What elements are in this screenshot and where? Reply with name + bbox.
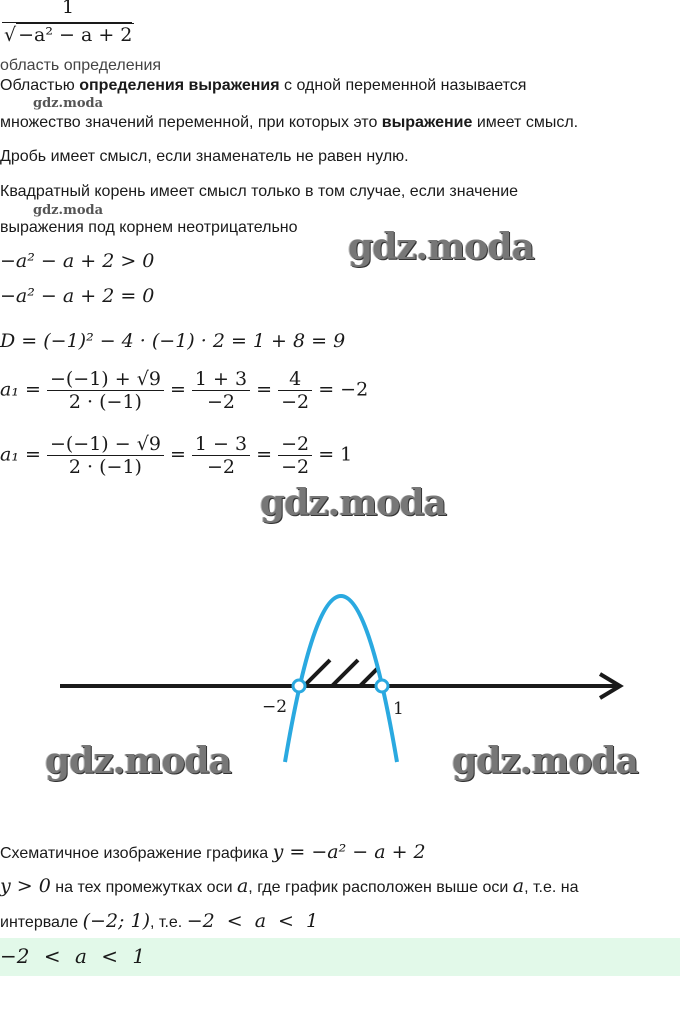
answer: −2 < a < 1 [0, 944, 146, 968]
inequality: −a² − a + 2 > 0 [0, 250, 155, 272]
equals-sign: = [169, 443, 186, 466]
cutoff-text: область определения [0, 57, 162, 74]
conclusion-text: , т.е. на [524, 879, 579, 896]
conclusion-text: , т.е. [150, 914, 187, 931]
frac-den: −2 [278, 455, 312, 478]
definition-bold: определения выражения [79, 77, 280, 94]
watermark-small: gdz.moda [33, 203, 104, 218]
quadratic-equation: −a² − a + 2 = 0 [0, 285, 155, 307]
frac-den: −2 [192, 455, 250, 478]
definition-text: Областью [0, 77, 80, 94]
conclusion-math: −2 < a < 1 [186, 910, 319, 932]
frac-den: 2 · (−1) [47, 455, 164, 478]
root-label: a₁ = [0, 378, 41, 401]
discriminant: D = (−1)² − 4 · (−1) · 2 = 1 + 8 = 9 [0, 330, 346, 352]
frac-den: 2 · (−1) [47, 390, 164, 413]
definition-line-2 [0, 113, 578, 133]
conclusion-math: y = −a² − a + 2 [272, 841, 426, 863]
frac-den: −2 [278, 390, 312, 413]
equals-sign: = [256, 443, 273, 466]
definition-line-1 [0, 76, 526, 96]
sqrt-icon: √ [4, 24, 17, 46]
root-1 [0, 368, 368, 413]
right-root-label: 1 [393, 699, 404, 719]
definition-text: имеет смысл. [472, 114, 579, 131]
watermark-small: gdz.moda [33, 96, 104, 111]
watermark: gdz.moda [452, 740, 638, 782]
equals-sign: = [169, 378, 186, 401]
conclusion-line-2 [0, 876, 579, 898]
watermark: gdz.moda [348, 226, 534, 268]
conclusion-text: , где график расположен выше оси [248, 879, 513, 896]
watermark: gdz.moda [260, 482, 446, 524]
root-point-left [293, 680, 305, 692]
frac-num: −2 [281, 433, 310, 455]
conclusion-math: (−2; 1) [82, 910, 150, 932]
header-radicand: −a² − a + 2 [18, 24, 133, 46]
root-value: = 1 [318, 443, 353, 466]
sqrt-rule-line-2: выражения под корнем неотрицательно [0, 219, 298, 236]
root-point-right [376, 680, 388, 692]
header-radical [4, 24, 134, 46]
frac-den: −2 [192, 390, 250, 413]
definition-bold: выражение [381, 114, 473, 131]
fraction-rule: Дробь имеет смысл, если знаменатель не равен нулю. [0, 148, 409, 165]
conclusion-line-3 [0, 911, 318, 933]
conclusion-math: a [236, 875, 249, 897]
header-numerator: 1 [62, 0, 75, 18]
definition-text: с одной переменной называется [279, 77, 527, 94]
frac-num: 4 [289, 368, 302, 390]
conclusion-math: a [512, 875, 525, 897]
root-2 [0, 433, 352, 478]
watermark: gdz.moda [45, 740, 231, 782]
equals-sign: = [256, 378, 273, 401]
frac-num: −(−1) − √9 [49, 433, 161, 455]
frac-num: 1 + 3 [194, 368, 248, 390]
conclusion-text: на тех промежутках оси [50, 879, 237, 896]
definition-text: множество значений переменной, при которых это [0, 114, 382, 131]
root-label: a₁ = [0, 443, 41, 466]
frac-num: −(−1) + √9 [49, 368, 161, 390]
conclusion-text: Схематичное изображение графика [0, 845, 273, 862]
sqrt-rule-line-1: Квадратный корень имеет смысл только в том случае, если значение [0, 183, 519, 200]
root-value: = −2 [318, 378, 369, 401]
frac-num: 1 − 3 [194, 433, 248, 455]
conclusion-line-1 [0, 842, 426, 864]
conclusion-text: интервале [0, 914, 83, 931]
conclusion-math: y > 0 [0, 875, 51, 897]
left-root-label: −2 [262, 697, 288, 717]
answer-box [0, 938, 680, 976]
